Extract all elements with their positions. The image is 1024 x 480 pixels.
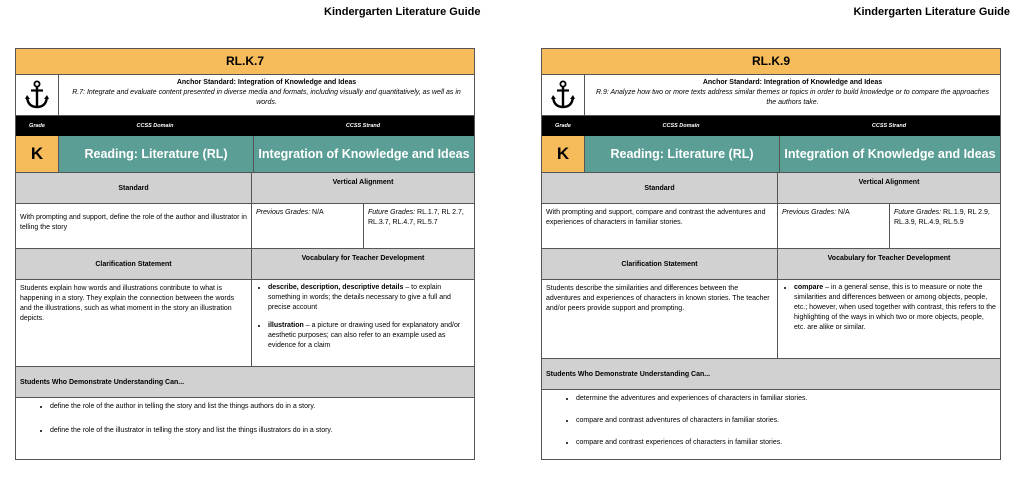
vocabulary-list <box>778 280 1000 333</box>
standard-header-row <box>16 173 474 204</box>
standard-row <box>16 204 474 249</box>
clarification-header: Clarification Statement <box>16 249 251 279</box>
strand-label: CCSS Strand <box>871 123 907 129</box>
domain-value: Reading: Literature (RL) <box>585 136 780 172</box>
vocab-item: • compare – in a general sense, this is to measure or note the similarities and differences between or among objects, people, etc.; however, when used together with contrast, this refers to the highlighting of the ways in which two or more objects, people, etc. are alike or similar. <box>794 283 996 333</box>
strand-value: Integration of Knowledge and Ideas <box>254 136 474 172</box>
standard-code: RL.K.7 <box>16 49 474 75</box>
clarification-header-row <box>542 249 1000 280</box>
vocabulary-header: Vocabulary for Teacher Development <box>778 249 1000 279</box>
standard-header: Standard <box>542 173 777 203</box>
grade-label: Grade <box>555 123 571 129</box>
list-item: • define the role of the author in telling the story and list the things authors do in a story. <box>50 402 474 412</box>
list-item: • compare and contrast adventures of characters in familiar stories. <box>576 416 1000 426</box>
standard-code: RL.K.9 <box>542 49 1000 75</box>
anchor-standard <box>59 75 474 115</box>
students-list <box>542 390 1000 448</box>
anchor-standard <box>585 75 1000 115</box>
domain-value: Reading: Literature (RL) <box>59 136 254 172</box>
clarification-row <box>16 280 474 367</box>
anchor-description: R.7: Integrate and evaluate content presented in diverse media and formats, including visually and quantitatively, as well as in words. <box>72 89 461 106</box>
standard-header-row <box>542 173 1000 204</box>
list-item: • compare and contrast experiences of characters in familiar stories. <box>576 438 1000 448</box>
grade-value: K <box>542 136 585 172</box>
guide-title: Kindergarten Literature Guide <box>324 6 481 18</box>
vocab-item: • describe, description, descriptive details – to explain something in words; the details necessary to give a full and precise account <box>268 283 470 313</box>
standard-card <box>541 48 1001 460</box>
guide-title: Kindergarten Literature Guide <box>853 6 1010 18</box>
grade-value: K <box>16 136 59 172</box>
anchor-icon <box>16 75 59 115</box>
students-list <box>16 398 474 436</box>
domain-label: CCSS Domain <box>662 123 700 129</box>
vocabulary-list <box>252 280 474 351</box>
previous-grades: Previous Grades: N/A <box>778 204 890 248</box>
students-header: Students Who Demonstrate Understanding Can... <box>542 359 1000 390</box>
anchor-header: Anchor Standard: Integration of Knowledge and Ideas <box>176 79 357 86</box>
clarification-header: Clarification Statement <box>542 249 777 279</box>
clarification-text: Students explain how words and illustrations contribute to what is happening in a story. They explain the connection between the words and the illustrations, such as what moment in the story an illustration depicts. <box>20 285 235 322</box>
standard-header: Standard <box>16 173 251 203</box>
list-item: • define the role of the illustrator in telling the story and list the things illustrators do in a story. <box>50 426 474 436</box>
anchor-row <box>16 75 474 116</box>
standard-text: With prompting and support, define the role of the author and illustrator in telling the story <box>20 214 247 231</box>
anchor-row <box>542 75 1000 116</box>
list-item: • determine the adventures and experiences of characters in familiar stories. <box>576 394 1000 404</box>
future-grades: Future Grades: RL.1.9, RL 2.9, RL.3.9, RL.4.9, RL.5.9 <box>894 209 990 226</box>
future-grades: Future Grades: RL.1.7, RL 2.7, RL.3.7, RL.4.7, RL.5.7 <box>368 209 464 226</box>
strand-value: Integration of Knowledge and Ideas <box>780 136 1000 172</box>
students-header: Students Who Demonstrate Understanding Can... <box>16 367 474 398</box>
clarification-row <box>542 280 1000 359</box>
previous-grades: Previous Grades: N/A <box>252 204 364 248</box>
standard-card <box>15 48 475 460</box>
strand-label: CCSS Strand <box>345 123 381 129</box>
anchor-icon <box>542 75 585 115</box>
label-bar <box>542 116 1000 136</box>
page-rl-k-9 <box>512 0 1024 480</box>
anchor-description: R.9: Analyze how two or more texts address similar themes or topics in order to build knowledge or to compare the approaches the authors take. <box>595 89 990 106</box>
grade-label: Grade <box>29 123 45 129</box>
standard-text: With prompting and support, compare and contrast the adventures and experiences of characters in familiar stories. <box>546 209 766 226</box>
domain-row <box>542 136 1000 173</box>
domain-label: CCSS Domain <box>136 123 174 129</box>
vocabulary-header: Vocabulary for Teacher Development <box>252 249 474 279</box>
vocab-item: • illustration – a picture or drawing used for explanatory and/or aesthetic purposes; can also refer to an example used as evidence for a claim <box>268 321 470 351</box>
anchor-header: Anchor Standard: Integration of Knowledge and Ideas <box>702 79 883 86</box>
clarification-header-row <box>16 249 474 280</box>
domain-row <box>16 136 474 173</box>
standard-row <box>542 204 1000 249</box>
clarification-text: Students describe the similarities and differences between the adventures and experiences of characters in known stories. The teacher and/or peers provide support and prompting. <box>546 285 770 312</box>
vertical-alignment-header: Vertical Alignment <box>252 173 474 203</box>
vertical-alignment-header: Vertical Alignment <box>778 173 1000 203</box>
label-bar <box>16 116 474 136</box>
